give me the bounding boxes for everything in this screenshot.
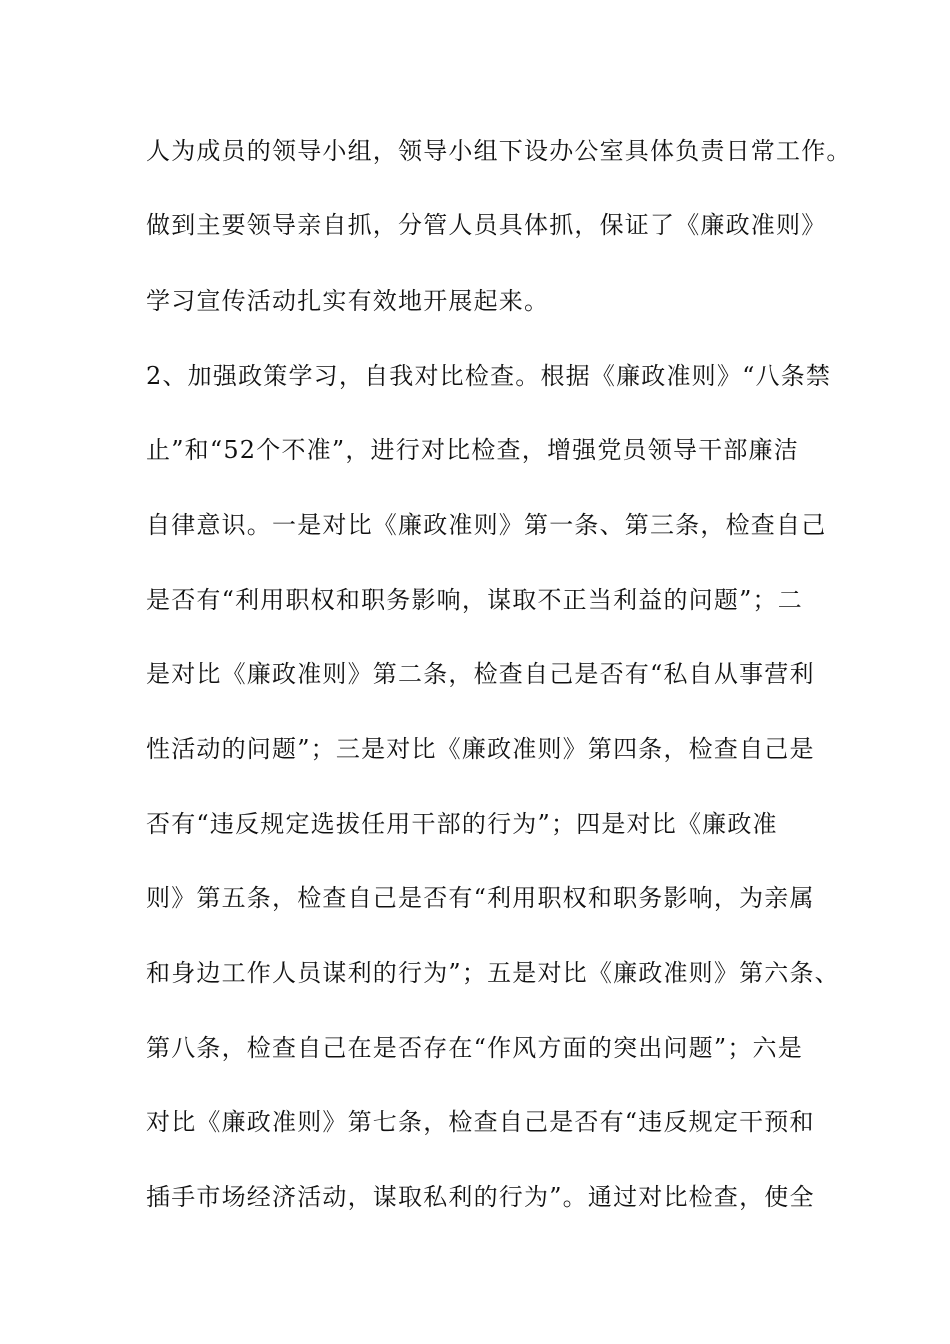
text-line-12: 和身边工作人员谋利的行为”；五是对比《廉政准则》第六条、 xyxy=(146,959,840,987)
text-line-13: 第八条，检查自己在是否存在“作风方面的突出问题”；六是 xyxy=(146,1034,803,1062)
text-line-9: 性活动的问题”；三是对比《廉政准则》第四条，检查自己是 xyxy=(146,735,815,763)
text-line-15: 插手市场经济活动，谋取私利的行为”。通过对比检查，使全 xyxy=(146,1183,815,1211)
text-line-2: 做到主要领导亲自抓，分管人员具体抓，保证了《廉政准则》 xyxy=(146,211,827,239)
text-line-8: 是对比《廉政准则》第二条，检查自己是否有“私自从事营利 xyxy=(146,660,815,688)
text-line-1: 人为成员的领导小组，领导小组下设办公室具体负责日常工作。 xyxy=(146,137,852,165)
text-line-14: 对比《廉政准则》第七条，检查自己是否有“违反规定干预和 xyxy=(146,1108,815,1136)
text-line-5: 止”和“52个不准”，进行对比检查，增强党员领导干部廉洁 xyxy=(146,436,799,464)
text-line-6: 自律意识。一是对比《廉政准则》第一条、第三条，检查自己 xyxy=(146,511,827,539)
text-line-7: 是否有“利用职权和职务影响，谋取不正当利益的问题”；二 xyxy=(146,586,803,614)
text-line-4: 2、加强政策学习，自我对比检查。根据《廉政准则》“八条禁 xyxy=(146,362,832,390)
text-line-10: 否有“违反规定选拔任用干部的行为”；四是对比《廉政准 xyxy=(146,810,778,838)
text-line-11: 则》第五条，检查自己是否有“利用职权和职务影响，为亲属 xyxy=(146,884,815,912)
text-line-3: 学习宣传活动扎实有效地开展起来。 xyxy=(146,287,550,315)
